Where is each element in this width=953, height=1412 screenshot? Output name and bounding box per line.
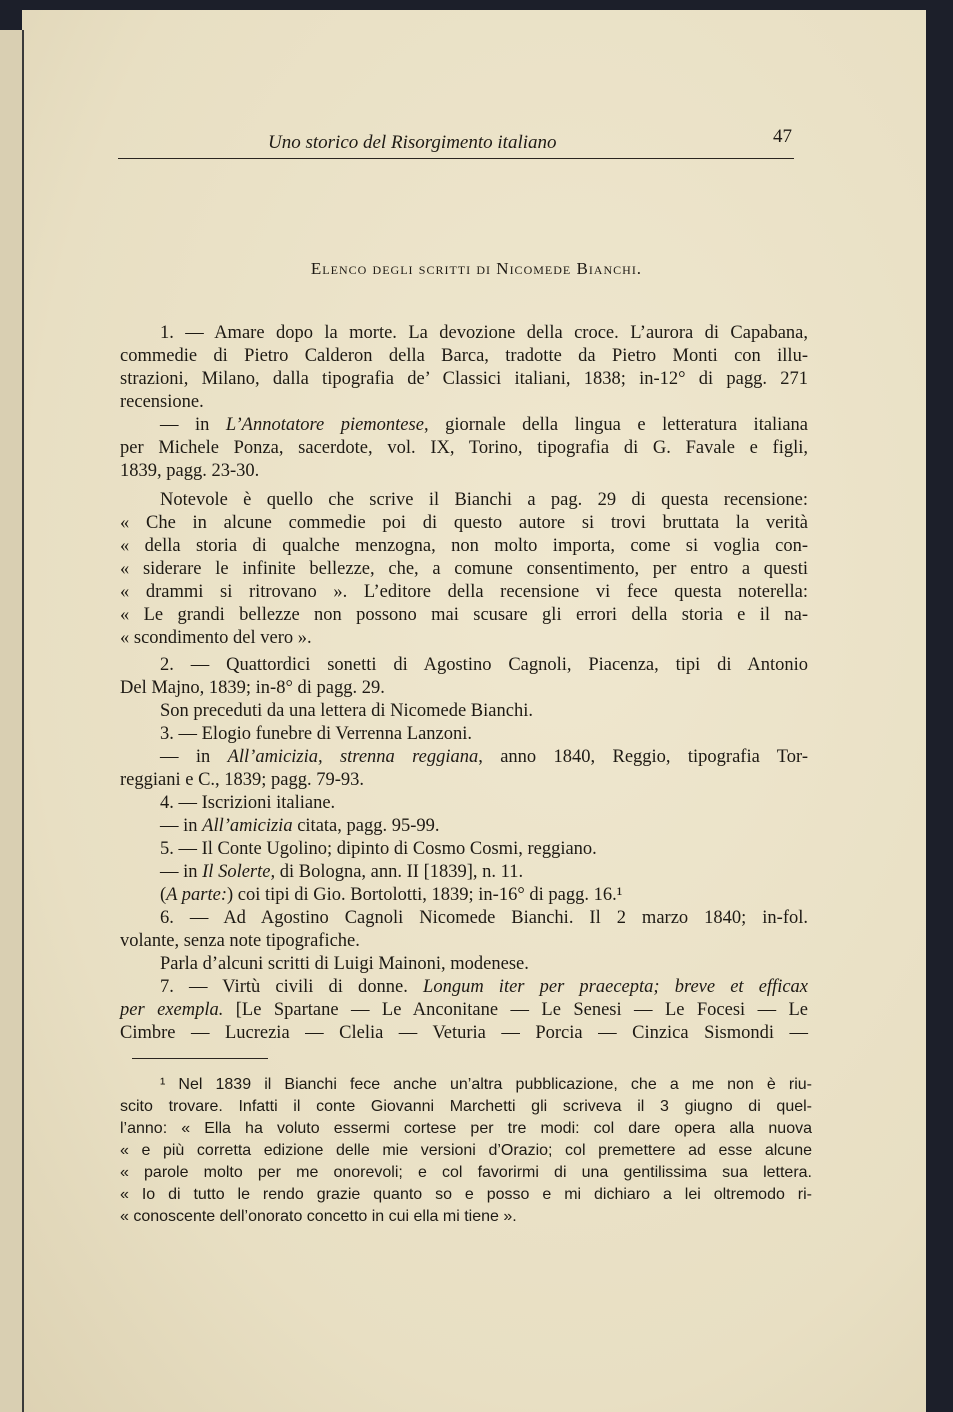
text-segment: recensione. — [120, 392, 204, 412]
text-segment: Parla d’alcuni scritti di Luigi Mainoni, modenese. — [160, 954, 529, 974]
text-segment: citata, pagg. 95-99. — [292, 816, 440, 836]
text-segment: l’anno: « Ella ha voluto essermi cortese per tre modi: col dare opera alla nuova — [120, 1120, 812, 1137]
text-segment: Son preceduti da una lettera di Nicomede Bianchi. — [160, 701, 533, 721]
text-line — [120, 391, 204, 413]
text-line — [160, 746, 808, 768]
text-line — [120, 460, 259, 482]
text-line — [160, 838, 597, 860]
text-segment: 3. — Elogio funebre di Verrenna Lanzoni. — [160, 724, 473, 744]
text-segment: ) coi tipi di Gio. Bortolotti, 1839; in-16° di pagg. 16.¹ — [226, 885, 623, 905]
italic-text: Longum iter per praecepta; breve et efficax — [423, 977, 809, 997]
italic-text: Il Solerte, — [202, 862, 276, 882]
text-segment: ( — [160, 885, 167, 905]
text-segment: 5. — Il Conte Ugolino; dipinto di Cosmo Cosmi, reggiano. — [160, 839, 597, 859]
text-segment: Del Majno, 1839; in-8° di pagg. 29. — [120, 678, 385, 698]
text-segment: — in — [160, 747, 228, 767]
footnote-line — [120, 1185, 812, 1205]
text-line — [120, 581, 808, 603]
text-line — [160, 489, 808, 511]
text-segment: 6. — Ad Agostino Cagnoli Nicomede Bianchi. Il 2 marzo 1840; in-fol. — [160, 908, 808, 928]
text-segment: « Che in alcune commedie poi di questo autore si trovi bruttata la verità — [120, 513, 808, 533]
italic-text: A parte: — [166, 885, 227, 905]
text-line — [160, 322, 808, 344]
text-segment: 4. — Iscrizioni italiane. — [160, 793, 336, 813]
text-line — [160, 884, 622, 906]
text-line — [160, 815, 440, 837]
text-segment: « e più corretta edizione delle mie versioni d’Orazio; col premettere ad esse alcune — [120, 1142, 812, 1159]
text-segment: — in — [160, 862, 203, 882]
italic-text: All’amicizia, strenna reggiana — [227, 747, 479, 767]
italic-text: All’amicizia — [202, 816, 293, 836]
footnote-rule — [132, 1058, 268, 1059]
text-line — [120, 604, 808, 626]
running-title: Uno storico del Risorgimento italiano — [268, 132, 557, 153]
text-segment: — in — [160, 415, 226, 435]
text-line — [120, 627, 312, 649]
text-segment: , anno 1840, Reggio, tipografia Tor- — [478, 747, 809, 767]
running-head — [118, 126, 794, 159]
text-segment: « conoscente dell’onorato concetto in cui ella mi tiene ». — [120, 1208, 517, 1225]
text-line — [160, 792, 335, 814]
text-line — [120, 512, 808, 534]
text-line — [160, 700, 533, 722]
text-segment: , giornale della lingua e letteratura italiana — [423, 415, 808, 435]
text-segment: strazioni, Milano, dalla tipografia de’ Classici italiani, 1838; in-12° di pagg. 271 — [120, 369, 808, 389]
text-segment: 1839, pagg. 23-30. — [120, 461, 260, 481]
text-line — [160, 976, 808, 998]
text-line — [160, 907, 808, 929]
italic-text: L’Annotatore piemontese — [225, 415, 424, 435]
text-segment: « siderare le infinite bellezze, che, a comune consentimento, per entro a questi — [120, 559, 808, 579]
footnote-line — [120, 1097, 812, 1117]
page-number: 47 — [773, 126, 792, 147]
footnote-line — [160, 1075, 812, 1095]
text-line — [160, 723, 472, 745]
text-segment: 1. — Amare dopo la morte. La devozione della croce. L’aurora di Capabana, — [160, 323, 808, 343]
text-line — [120, 345, 808, 367]
text-line — [120, 368, 808, 390]
footnote-line — [120, 1163, 812, 1183]
footnote-line — [120, 1141, 812, 1161]
section-heading: Elenco degli scritti di Nicomede Bianchi. — [310, 259, 643, 278]
text-line — [120, 535, 808, 557]
text-segment: « drammi si ritrovano ». L’editore della recensione vi fece questa noterella: — [120, 582, 808, 602]
text-segment: — in — [160, 816, 203, 836]
text-line — [120, 437, 808, 459]
text-line — [160, 414, 808, 436]
text-line — [120, 1022, 808, 1044]
text-segment: « parole molto per me onorevoli; e col favorirmi di una gentilissima sua lettera. — [120, 1164, 812, 1181]
text-line — [120, 930, 360, 952]
text-segment: scito trovare. Infatti il conte Giovanni Marchetti gli scriveva il 3 giugno di quel- — [120, 1098, 812, 1115]
text-segment: 7. — Virtù civili di donne. — [160, 977, 424, 997]
footnote-line — [120, 1207, 517, 1227]
text-line — [120, 999, 808, 1021]
facing-page-edge — [0, 30, 24, 1412]
text-line — [160, 953, 529, 975]
text-segment: di Bologna, ann. II [1839], n. 11. — [275, 862, 524, 882]
italic-text: per exempla. — [120, 1000, 224, 1020]
text-segment: « Le grandi bellezze non possono mai scusare gli errori della storia e il na- — [120, 605, 808, 625]
text-line — [160, 861, 523, 883]
text-segment: [Le Spartane — Le Anconitane — Le Senesi — Le Focesi — Le — [223, 1000, 809, 1020]
text-segment: « della storia di qualche menzogna, non molto importa, come si voglia con- — [120, 536, 808, 556]
text-segment: ¹ Nel 1839 il Bianchi fece anche un’altra pubblicazione, che a me non è riu- — [160, 1076, 812, 1093]
text-line — [120, 558, 808, 580]
text-line — [120, 677, 385, 699]
text-line — [160, 654, 808, 676]
text-segment: per Michele Ponza, sacerdote, vol. IX, Torino, tipografia di G. Favale e figli, — [120, 438, 808, 458]
text-segment: « scondimento del vero ». — [120, 628, 312, 648]
text-segment: commedie di Pietro Calderon della Barca, tradotte da Pietro Monti con illu- — [120, 346, 808, 366]
text-line — [120, 769, 364, 791]
text-segment: reggiani e C., 1839; pagg. 79-93. — [120, 770, 365, 790]
footnote-line — [120, 1119, 812, 1139]
text-segment: Notevole è quello che scrive il Bianchi a pag. 29 di questa recensione: — [160, 490, 808, 510]
text-segment: Cimbre — Lucrezia — Clelia — Veturia — Porcia — Cinzica Sismondi — — [120, 1023, 808, 1043]
text-segment: volante, senza note tipografiche. — [120, 931, 360, 951]
text-segment: 2. — Quattordici sonetti di Agostino Cagnoli, Piacenza, tipi di Antonio — [160, 655, 808, 675]
text-segment: « Io di tutto le rendo grazie quanto so e posso e mi dichiaro a lei oltremodo ri- — [120, 1186, 812, 1203]
